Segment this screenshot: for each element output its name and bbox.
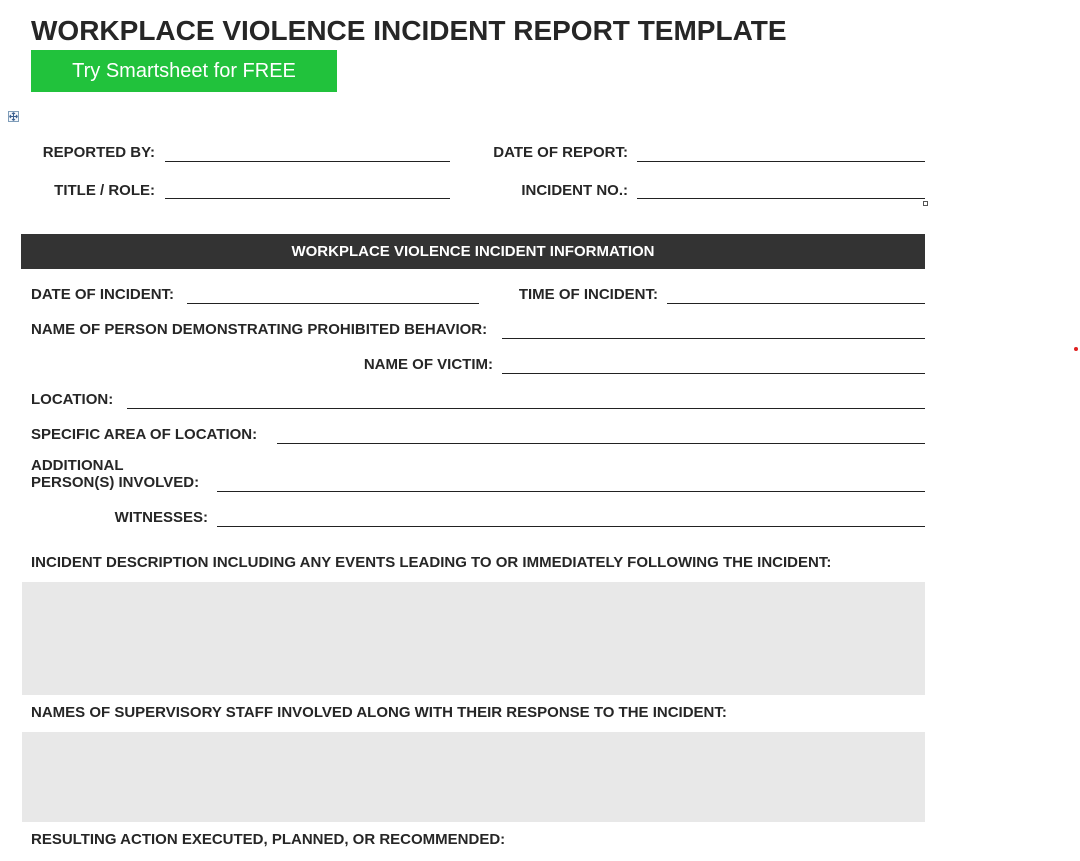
incident-no-label: INCIDENT NO.:: [521, 182, 628, 199]
table-resize-handle-icon[interactable]: [923, 201, 928, 206]
incident-no-field[interactable]: [637, 198, 925, 199]
specific-area-field[interactable]: [277, 443, 925, 444]
incident-description-textarea[interactable]: [22, 582, 925, 695]
victim-field[interactable]: [502, 373, 925, 374]
additional-persons-label-line2: PERSON(S) INVOLVED:: [31, 474, 200, 491]
supervisory-staff-textarea[interactable]: [22, 732, 925, 822]
time-of-incident-field[interactable]: [667, 303, 925, 304]
additional-persons-label-line1: ADDITIONAL: [31, 457, 124, 474]
prohibited-behavior-person-label: NAME OF PERSON DEMONSTRATING PROHIBITED BEHAVIOR:: [31, 321, 488, 338]
reported-by-field[interactable]: [165, 161, 450, 162]
supervisory-staff-label: NAMES OF SUPERVISORY STAFF INVOLVED ALONG WITH THEIR RESPONSE TO THE INCIDENT:: [31, 704, 727, 721]
victim-label: NAME OF VICTIM:: [363, 356, 493, 373]
location-field[interactable]: [127, 408, 925, 409]
red-marker: [1074, 347, 1078, 351]
title-role-label: TITLE / ROLE:: [54, 182, 155, 199]
try-smartsheet-button[interactable]: Try Smartsheet for FREE: [31, 50, 337, 92]
date-of-incident-field[interactable]: [187, 303, 479, 304]
resulting-action-label: RESULTING ACTION EXECUTED, PLANNED, OR RECOMMENDED:: [31, 831, 506, 848]
title-role-field[interactable]: [165, 198, 450, 199]
section-header: WORKPLACE VIOLENCE INCIDENT INFORMATION: [21, 234, 925, 269]
witnesses-field[interactable]: [217, 526, 925, 527]
page-title: WORKPLACE VIOLENCE INCIDENT REPORT TEMPLATE: [31, 15, 787, 46]
witnesses-label: WITNESSES:: [114, 509, 208, 526]
additional-persons-field[interactable]: [217, 491, 925, 492]
time-of-incident-label: TIME OF INCIDENT:: [518, 286, 658, 303]
date-of-incident-label: DATE OF INCIDENT:: [31, 286, 175, 303]
location-label: LOCATION:: [31, 391, 114, 408]
date-of-report-field[interactable]: [637, 161, 925, 162]
table-move-handle-icon[interactable]: [8, 111, 19, 122]
date-of-report-label: DATE OF REPORT:: [493, 144, 628, 161]
reported-by-label: REPORTED BY:: [42, 144, 155, 161]
specific-area-label: SPECIFIC AREA OF LOCATION:: [31, 426, 258, 443]
prohibited-behavior-person-field[interactable]: [502, 338, 925, 339]
incident-description-label: INCIDENT DESCRIPTION INCLUDING ANY EVENTS LEADING TO OR IMMEDIATELY FOLLOWING THE INCIDENT:: [31, 554, 832, 571]
